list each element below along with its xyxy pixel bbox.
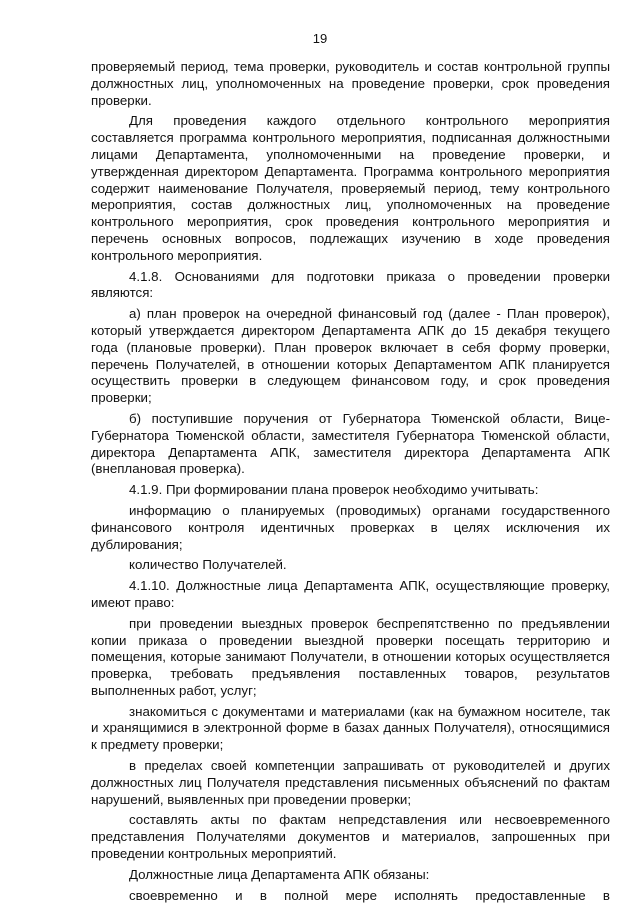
paragraph-right-documents: знакомиться с документами и материалами (как на бумажном носителе, так и хранящимися в электронной форме в базах данных Получателя), относящимися к предмету проверки; [91,703,610,753]
paragraph-right-acts: составлять акты по фактам непредставления или несвоевременного представления Получателями документов и материалов, запрошенных при проведении контрольных мероприятий. [91,812,610,862]
page-number: 19 [312,31,328,46]
paragraph-item-a: а) план проверок на очередной финансовый год (далее - План проверок), который утверждается директором Департамента АПК до 15 декабря текущего года (плановые проверки). План проверок включает в себя форму проверки, перечень Получателей, в отношении которых Департаментом АПК планируется осуществить проверки в следующем финансовом году, и срок проведения проверки; [91,306,610,406]
paragraph-obligations-heading: Должностные лица Департамента АПК обязаны: [129,866,430,882]
paragraph-right-site-visit: при проведении выездных проверок беспрепятственно по предъявлении копии приказа о проведении выездной проверки посещать территорию и помещения, которые занимают Получатели, в отношении которых осуществляется проверка, требовать предъявления поставленных товаров, результатов выполненных работ, услуг; [91,615,610,698]
paragraph-program: Для проведения каждого отдельного контрольного мероприятия составляется программа контрольного мероприятия, подписанная должностными лицами Департамента, уполномоченными на проведение проверки, и утвержденная директором Департамента. Программа контрольного мероприятия содержит наименование Получателя, проверяемый период, тему контрольного мероприятия, состав должностных лиц, уполномоченных на проведение контрольного мероприятия, срок проведения контрольного мероприятия и перечень основных вопросов, подлежащих изучению в ходе проведения контрольного мероприятия. [91,113,610,263]
paragraph-4-1-9: 4.1.9. При формировании плана проверок необходимо учитывать: [129,482,539,498]
paragraph-4-1-8: 4.1.8. Основаниями для подготовки приказа о проведении проверки являются: [91,268,610,301]
paragraph-item-b: б) поступившие поручения от Губернатора Тюменской области, Вице-Губернатора Тюменской области, заместителя Губернатора Тюменской области, директора Департамента АПК, заместителя директора Департамента АПК (внеплановая проверка). [91,410,610,477]
paragraph-obligation-first: своевременно и в полной мере исполнять предоставленные в [129,887,610,903]
paragraph-recipient-count: количество Получателей. [129,557,287,573]
paragraph-right-explanations: в пределах своей компетенции запрашивать от руководителей и других должностных лиц Получателя представления письменных объяснений по фактам нарушений, выявленных при проведении проверки; [91,758,610,807]
document-body [91,59,610,904]
paragraph-consider-info: информацию о планируемых (проводимых) органами государственного финансового контроля идентичных проверках в целях исключения их дублирования; [91,502,610,552]
paragraph-4-1-10: 4.1.10. Должностные лица Департамента АПК, осуществляющие проверку, имеют право: [91,578,610,610]
paragraph-inspection-order-details: проверяемый период, тема проверки, руководитель и состав контрольной группы должностных лиц, уполномоченных на проведение проверки, срок проведения проверки. [91,59,610,108]
